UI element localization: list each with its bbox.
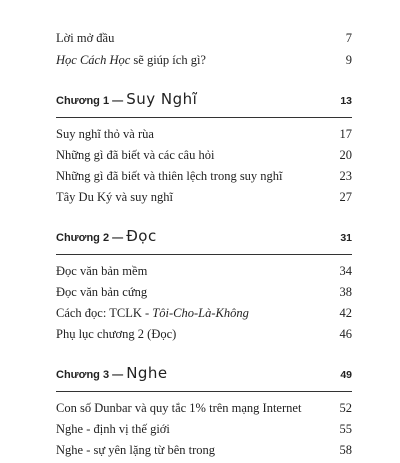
toc-entry-title: Đọc văn bản cứng [56,285,148,299]
toc-entry-page: 52 [339,401,352,415]
toc-entry-page: 17 [339,127,352,141]
toc-entry-italic-text: Học Cách Học [56,53,131,67]
toc-entry-page: 46 [339,327,352,341]
toc-entry[interactable] [56,189,352,205]
chapter-dash: — [109,369,127,381]
toc-entry[interactable] [56,263,352,279]
chapter-label: Chương 3 [56,369,110,381]
chapter-divider [56,117,352,118]
chapter-page: 31 [340,232,352,244]
chapter-divider [56,254,352,255]
chapter-heading-title [56,364,168,383]
chapter-label: Chương 1 [56,95,110,107]
toc-entry[interactable] [56,421,352,437]
chapter-label: Chương 2 [56,232,110,244]
toc-entry-page: 42 [339,306,352,320]
toc-entry-title: Phụ lục chương 2 (Đọc) [56,327,177,341]
toc-entry-page: 38 [339,285,352,299]
toc-entry-italic-text: Tôi-Cho-Là-Không [152,306,249,320]
toc-entry-page: 55 [339,422,352,436]
toc-entry-page: 9 [345,53,352,67]
toc-entry-page: 7 [345,31,352,45]
toc-entry-title: Con số Dunbar và quy tắc 1% trên mạng Internet [56,401,302,415]
toc-entry[interactable] [56,126,352,142]
toc-entry[interactable] [56,326,352,342]
toc-entry-title: Suy nghĩ thỏ và rùa [56,127,154,141]
toc-entry-title [56,305,249,321]
toc-entry[interactable] [56,442,352,458]
toc-entry-page: 23 [339,169,352,183]
chapter-name: Suy Nghĩ [126,90,198,108]
toc-entry-title: Những gì đã biết và thiên lệch trong suy nghĩ [56,169,283,183]
toc-entry-text: Cách đọc: TCLK - [56,306,153,320]
toc-entry-title: Tây Du Ký và suy nghĩ [56,190,173,204]
toc-entry-title: Đọc văn bản mềm [56,264,148,278]
toc-entry-text: Lời mở đầu [56,31,115,45]
chapter-page: 49 [340,369,352,381]
toc-entry-text: sẽ giúp ích gì? [130,53,206,67]
toc-entry[interactable] [56,305,352,321]
toc-entry-preface[interactable] [56,30,352,46]
toc-entry[interactable] [56,400,352,416]
toc-entry-page: 20 [339,148,352,162]
chapter-heading-2[interactable] [56,227,352,246]
toc-entry-page: 58 [339,443,352,457]
table-of-contents [56,30,352,463]
chapter-heading-1[interactable] [56,90,352,109]
toc-entry-title [56,52,206,68]
chapter-divider [56,391,352,392]
chapter-dash: — [109,95,127,107]
toc-entry[interactable] [56,168,352,184]
toc-entry-title [56,30,114,46]
chapter-heading-title [56,90,197,109]
chapter-heading-3[interactable] [56,364,352,383]
toc-entry[interactable] [56,147,352,163]
toc-entry[interactable] [56,284,352,300]
chapter-name: Đọc [126,227,157,245]
toc-entry-page: 34 [339,264,352,278]
chapter-name: Nghe [126,364,168,382]
toc-entry-title: Nghe - định vị thế giới [56,422,170,436]
toc-entry-page: 27 [339,190,352,204]
chapter-dash: — [109,232,127,244]
toc-entry-title: Những gì đã biết và các câu hỏi [56,148,215,162]
toc-entry-how-it-helps[interactable] [56,52,352,68]
chapter-page: 13 [340,95,352,107]
toc-entry-title: Nghe - sự yên lặng từ bên trong [56,443,216,457]
chapter-heading-title [56,227,157,246]
